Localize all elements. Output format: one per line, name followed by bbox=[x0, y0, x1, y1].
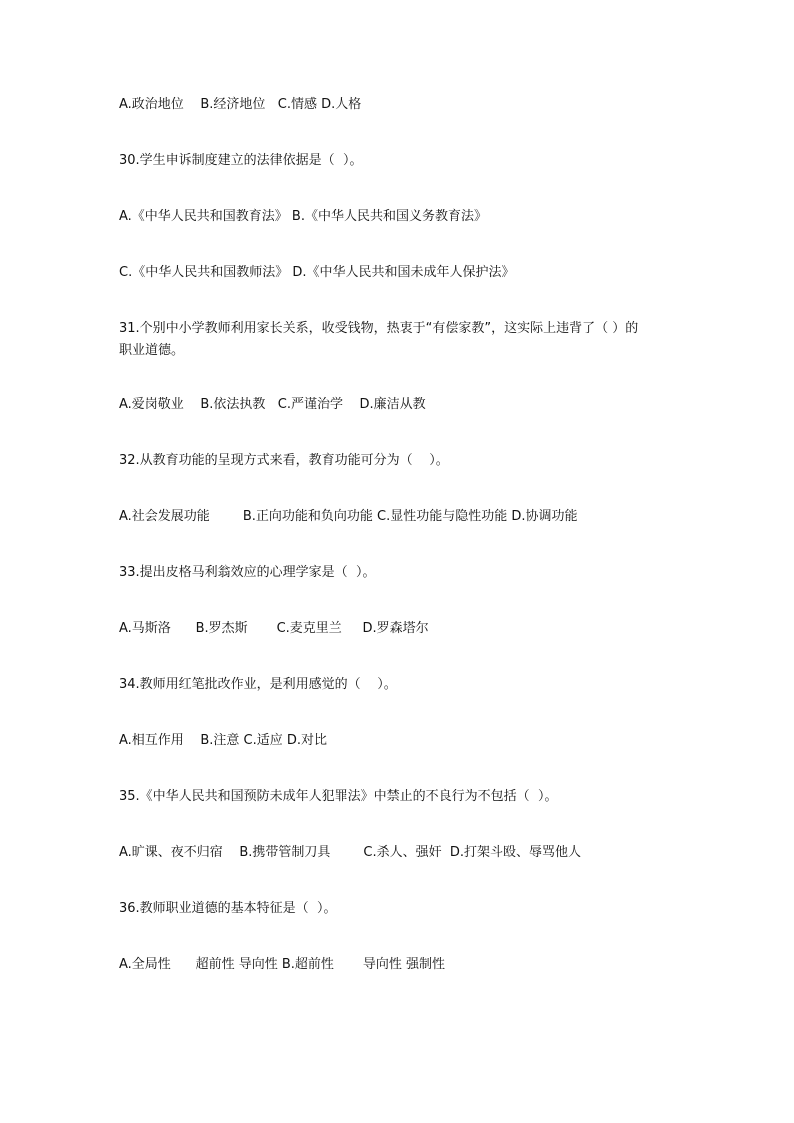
option-line-q33: A.马斯洛 B.罗杰斯 C.麦克里兰 D.罗森塔尔 bbox=[119, 621, 429, 636]
option-line-q29: A.政治地位 B.经济地位 C.情感 D.人格 bbox=[119, 97, 362, 112]
question-31: 31.个别中小学教师利用家长关系，收受钱物，热衷于“有偿家教”，这实际上违背了（ ）的职业道德。 bbox=[119, 321, 639, 358]
question-30: 30.学生申诉制度建立的法律依据是（ ）。 bbox=[119, 153, 363, 168]
option-line-q34: A.相互作用 B.注意 C.适应 D.对比 bbox=[119, 733, 327, 748]
question-32: 32.从教育功能的呈现方式来看，教育功能可分为（ ）。 bbox=[119, 453, 449, 468]
question-33: 33.提出皮格马利翁效应的心理学家是（ ）。 bbox=[119, 565, 376, 580]
question-36: 36.教师职业道德的基本特征是（ ）。 bbox=[119, 901, 337, 916]
option-line-q30-cd: C.《中华人民共和国教师法》 D.《中华人民共和国未成年人保护法》 bbox=[119, 265, 515, 280]
option-line-q31: A.爱岗敬业 B.依法执教 C.严谨治学 D.廉洁从教 bbox=[119, 397, 426, 412]
question-35: 35.《中华人民共和国预防未成年人犯罪法》中禁止的不良行为不包括（ ）。 bbox=[119, 789, 558, 804]
option-line-q35: A.旷课、夜不归宿 B.携带管制刀具 C.杀人、强奸 D.打架斗殴、辱骂他人 bbox=[119, 845, 582, 860]
option-line-q36: A.全局性 超前性 导向性 B.超前性 导向性 强制性 bbox=[119, 957, 445, 972]
option-line-q32: A.社会发展功能 B.正向功能和负向功能 C.显性功能与隐性功能 D.协调功能 bbox=[119, 509, 578, 524]
question-34: 34.教师用红笔批改作业，是利用感觉的（ ）。 bbox=[119, 677, 397, 692]
option-line-q30-ab: A.《中华人民共和国教育法》 B.《中华人民共和国义务教育法》 bbox=[119, 209, 487, 224]
